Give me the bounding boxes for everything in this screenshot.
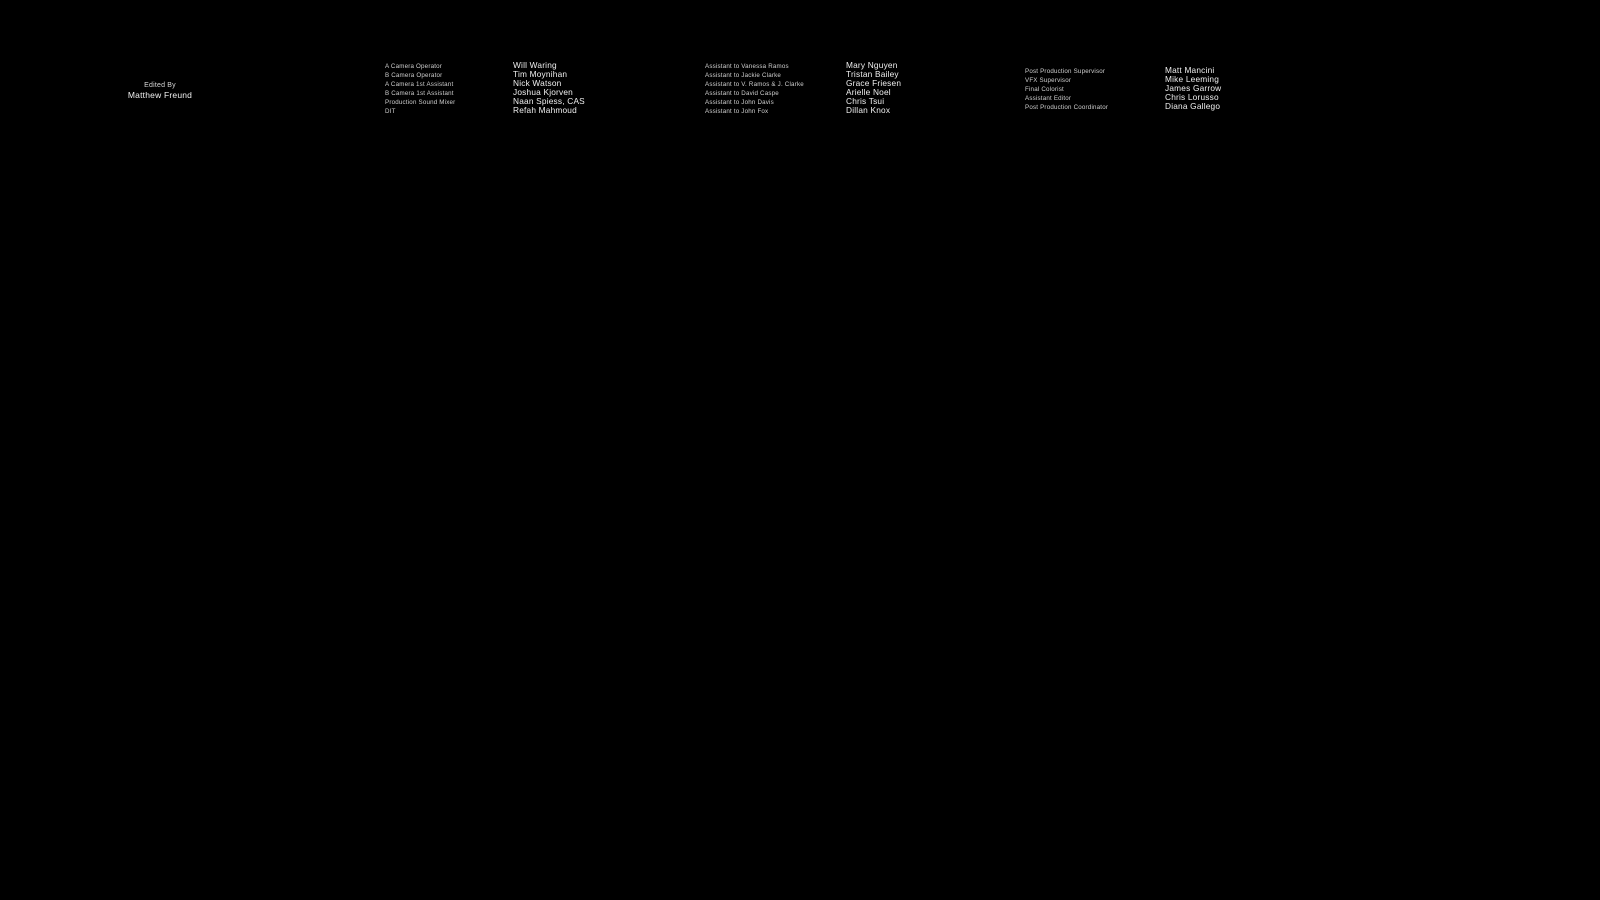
credit-name: Naan Spiess, CAS [513, 96, 585, 107]
credit-roles-column-assistants [705, 62, 804, 117]
credit-role: Assistant to John Fox [705, 108, 769, 116]
credit-role: Final Colorist [1025, 86, 1064, 94]
credit-name: Chris Tsui [846, 96, 885, 107]
credit-role: Assistant Editor [1025, 95, 1072, 103]
credit-role: A Camera Operator [385, 63, 443, 70]
credit-name: Grace Friesen [846, 78, 902, 89]
credit-name: Chris Lorusso [1165, 92, 1219, 103]
credit-role: DIT [385, 108, 396, 116]
credit-role: Production Sound Mixer [385, 99, 456, 107]
credit-name: Will Waring [513, 60, 557, 70]
credit-role: Assistant to V. Ramos & J. Clarke [705, 81, 804, 89]
credit-name: Mary Nguyen [846, 60, 898, 70]
edited-by-credit [110, 81, 210, 101]
credit-role: B Camera Operator [385, 72, 443, 80]
credit-role: Assistant to Vanessa Ramos [705, 63, 789, 70]
credit-role: Assistant to David Caspe [705, 90, 779, 98]
credit-name: James Garrow [1165, 83, 1222, 94]
credit-name: Arielle Noel [846, 87, 891, 98]
credit-role: Assistant to Jackie Clarke [705, 72, 782, 80]
credit-role: B Camera 1st Assistant [385, 90, 454, 98]
editor-role-label: Edited By [144, 82, 176, 89]
credit-name: Tristan Bailey [846, 69, 899, 80]
credit-roles-column-camera-sound [385, 62, 455, 117]
editor-name: Matthew Freund [127, 90, 193, 100]
credit-role: Assistant to John Davis [705, 99, 774, 107]
credit-role: VFX Supervisor [1025, 77, 1072, 85]
credit-name: Diana Gallego [1165, 101, 1221, 112]
credit-name: Joshua Kjorven [513, 87, 573, 98]
credit-names-column-assistants [846, 61, 901, 116]
credit-name: Dillan Knox [846, 105, 891, 116]
credit-name: Nick Watson [513, 78, 562, 89]
credit-role: Post Production Coordinator [1025, 104, 1109, 112]
credit-roles-column-post-production [1025, 67, 1108, 112]
credit-role: Post Production Supervisor [1025, 68, 1106, 75]
credit-names-column-post-production [1165, 66, 1221, 111]
credit-names-column-camera-sound [513, 61, 585, 116]
credit-name: Matt Mancini [1165, 65, 1215, 75]
credit-name: Refah Mahmoud [513, 105, 577, 116]
credit-role: A Camera 1st Assistant [385, 81, 454, 89]
credit-name: Mike Leeming [1165, 74, 1220, 85]
credit-name: Tim Moynihan [513, 69, 568, 80]
